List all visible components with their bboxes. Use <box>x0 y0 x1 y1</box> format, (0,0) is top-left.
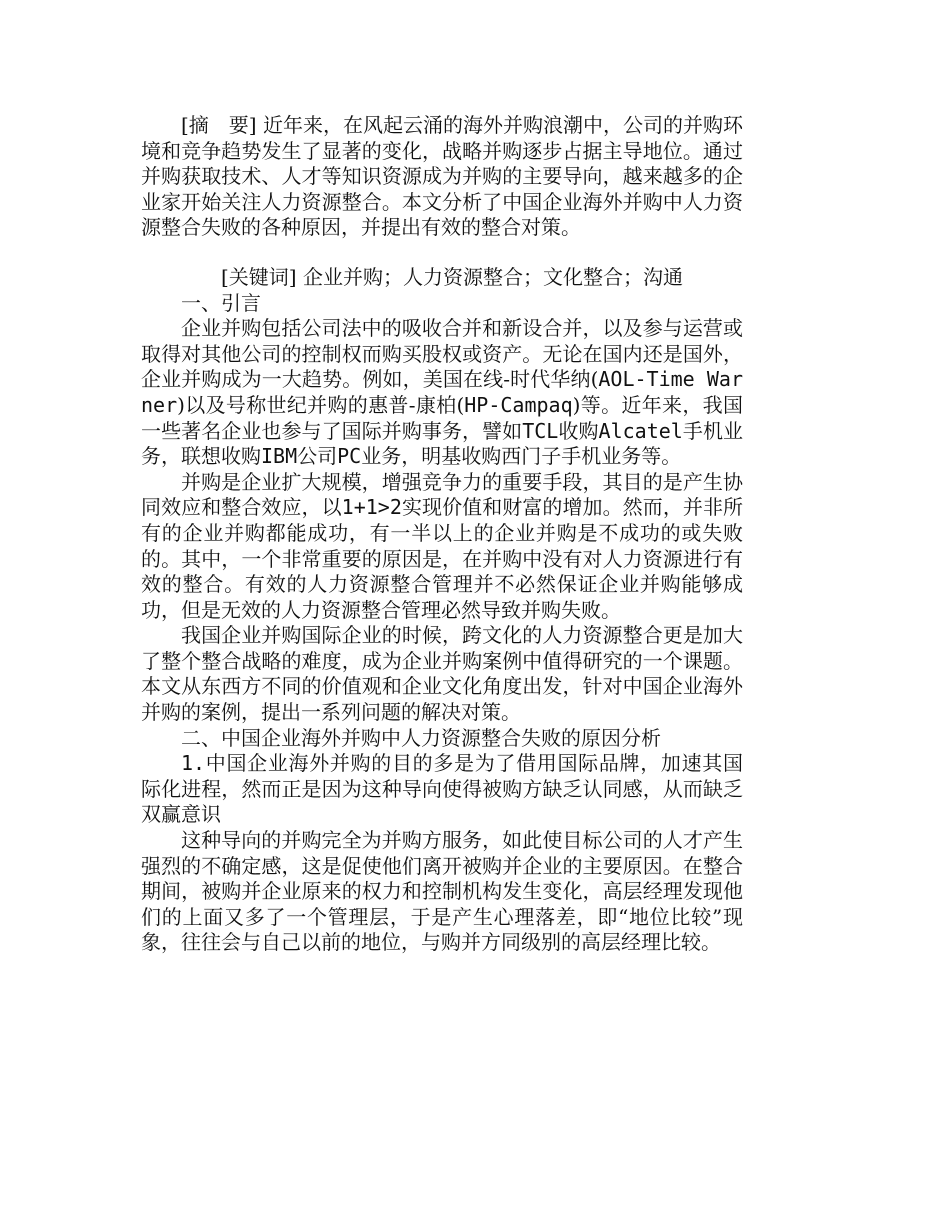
subheading-number: 1. <box>181 751 206 776</box>
text-run-latin: PC <box>337 444 362 469</box>
abstract-text: 近年来，在风起云涌的海外并购浪潮中，公司的并购环境和竞争趋势发生了显著的变化，战略并购逐步占据主导地位。通过并购获取技术、人才等知识资源成为并购的主要导向，越来越多的企业家开始关注人力资源整合。本文分析了中国企业海外并购中人力资源整合失败的各种原因，并提出有效的整合对策。 <box>141 113 744 240</box>
text-run: 收购 <box>558 418 599 443</box>
subheading-1 <box>141 751 743 828</box>
keywords-paragraph <box>141 265 743 291</box>
section-heading-analysis: 二、中国企业海外并购中人力资源整合失败的原因分析 <box>181 725 661 750</box>
abstract-label: [摘 要] <box>181 113 257 137</box>
document-page <box>141 113 743 956</box>
text-run: 业务，明基收购西门子手机业务等。 <box>361 444 682 469</box>
subheading-text: 中国企业海外并购的目的多是为了借用国际品牌，加速其国际化进程，然而正是因为这种导向使得被购方缺乏认同感，从而缺乏双赢意识 <box>141 751 743 827</box>
intro-paragraph-1 <box>141 316 743 470</box>
text-run-latin: 1+1>2 <box>341 495 402 520</box>
text-run: )等。近年来，我国一些著名企业也参与了国际并购事务，譬如 <box>141 392 743 443</box>
abstract-paragraph <box>141 113 743 241</box>
text-run-latin: Alcatel <box>598 418 683 443</box>
text-run: 手机业务，联想收购 <box>141 418 744 469</box>
text-run-latin: IBM <box>261 444 298 469</box>
section-heading-intro: 一、引言 <box>181 290 261 315</box>
text-run: 并购是企业扩大规模，增强竞争力的重要手段，其目的是产生协同效应和整合效应，以 <box>141 469 743 520</box>
keywords-text: 企业并购；人力资源整合；文化整合；沟通 <box>296 264 683 289</box>
text-run-latin: AOL-Time Warner <box>141 367 744 417</box>
keywords-label: [关键词] <box>221 264 297 289</box>
text-run: 企业并购包括公司法中的吸收合并和新设合并，以及参与运营或取得对其他公司的控制权而购买股权或资产。无论在国内还是国外，企业并购成为一大趋势。例如，美国在线-时代华纳( <box>141 316 743 392</box>
text-run-latin: HP-Campaq <box>464 392 573 417</box>
text-run: 公司 <box>297 444 338 469</box>
text-run-latin: TCL <box>522 418 559 443</box>
analysis-paragraph-1: 这种导向的并购完全为并购方服务，如此使目标公司的人才产生强烈的不确定感，这是促使他们离开被购并企业的主要原因。在整合期间，被购并企业原来的权力和控制机构发生变化，高层经理发现他们的上面又多了一个管理层，于是产生心理落差，即“地位比较”现象，往往会与自己以前的地位，与购并方同级别的高层经理比较。 <box>141 828 743 955</box>
intro-paragraph-3: 我国企业并购国际企业的时候，跨文化的人力资源整合更是加大了整个整合战略的难度，成为企业并购案例中值得研究的一个课题。本文从东西方不同的价值观和企业文化角度出发，针对中国企业海外并购的案例，提出一系列问题的解决对策。 <box>141 623 743 725</box>
text-run: 实现价值和财富的增加。然而，并非所有的企业并购都能成功，有一半以上的企业并购是不成功的或失败的。其中，一个非常重要的原因是，在并购中没有对人力资源进行有效的整合。有效的人力资源整合管理并不必然保证企业并购能够成功，但是无效的人力资源整合管理必然导致并购失败。 <box>141 495 744 622</box>
text-run: )以及号称世纪并购的惠普-康柏( <box>177 392 465 417</box>
intro-paragraph-2 <box>141 470 743 624</box>
